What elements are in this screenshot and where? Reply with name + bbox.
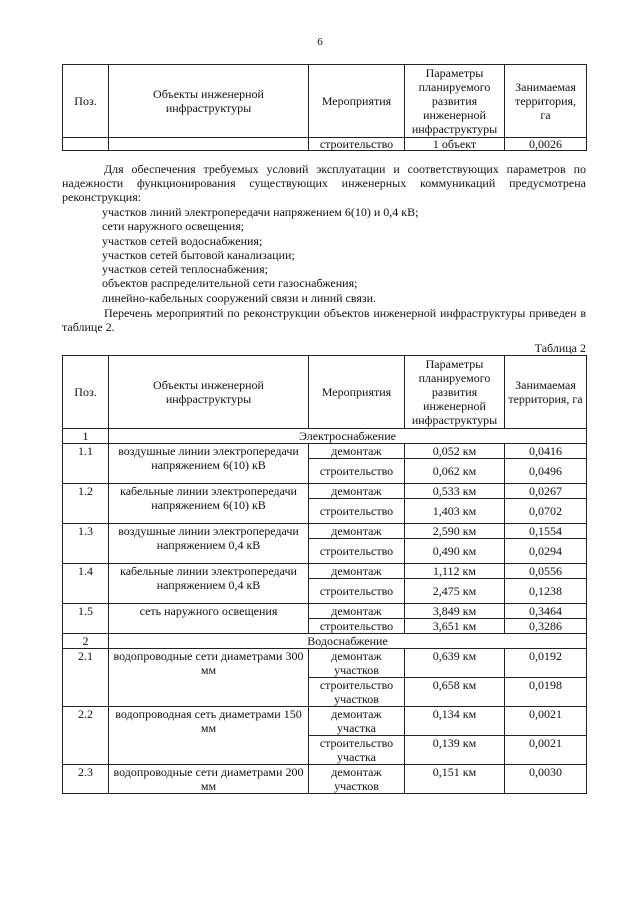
cell-object: сеть наружного освещения [109, 604, 309, 634]
cell-measure: строительство [309, 499, 405, 524]
cell-pos: 1.5 [63, 604, 109, 634]
table-2 [62, 355, 587, 794]
cell-area: 0,0198 [505, 678, 587, 707]
section-row-water-supply [63, 634, 587, 649]
section-title: Электроснабжение [109, 429, 587, 444]
table-row [63, 138, 587, 151]
cell-area: 0,3286 [505, 619, 587, 634]
cell-pos: 1.3 [63, 524, 109, 564]
header-pos: Поз. [63, 65, 109, 138]
cell-area: 0,0267 [505, 484, 587, 499]
header-object: Объекты инженерной инфраструктуры [109, 356, 309, 429]
cell-measure: строительство [309, 138, 405, 151]
table-header-row [63, 356, 587, 429]
cell-param: 0,052 км [405, 444, 505, 459]
header-object: Объекты инженерной инфраструктуры [109, 65, 309, 138]
header-parameters: Параметры планируемого развития инженерной инфраструктуры [405, 356, 505, 429]
cell-pos: 2.3 [63, 765, 109, 794]
cell-area: 0,1238 [505, 579, 587, 604]
page-number: 6 [317, 36, 323, 48]
cell-object: воздушные линии электропередачи напряжением 0,4 кВ [109, 524, 309, 564]
list-item: участков линий электропередачи напряжением 6(10) и 0,4 кВ; [102, 205, 419, 219]
cell-area: 0,0702 [505, 499, 587, 524]
cell-pos: 2.2 [63, 707, 109, 765]
header-measure: Мероприятия [309, 356, 405, 429]
cell-param: 1,403 км [405, 499, 505, 524]
cell-measure: строительство [309, 539, 405, 564]
cell-param: 0,134 км [405, 707, 505, 736]
header-measure: Мероприятия [309, 65, 405, 138]
cell-param: 3,651 км [405, 619, 505, 634]
cell-area: 0,0021 [505, 707, 587, 736]
table-row [63, 649, 587, 678]
cell-area: 0,0496 [505, 459, 587, 484]
cell-param: 0,490 км [405, 539, 505, 564]
paragraph-table-reference: Перечень мероприятий по реконструкции объектов инженерной инфраструктуры приведен в таблице 2. [62, 306, 586, 335]
cell-object: воздушные линии электропередачи напряжением 6(10) кВ [109, 444, 309, 484]
cell-pos: 2.1 [63, 649, 109, 707]
cell-area: 0,0026 [505, 138, 587, 151]
cell-param: 0,062 км [405, 459, 505, 484]
cell-area: 0,1554 [505, 524, 587, 539]
cell-area: 0,3464 [505, 604, 587, 619]
cell-measure: строительство [309, 459, 405, 484]
header-area: Занимаемая территория, га [505, 65, 587, 138]
list-item: объектов распределительной сети газоснабжения; [102, 276, 358, 291]
cell-param: 0,639 км [405, 649, 505, 678]
list-item: участков сетей бытовой канализации; [102, 247, 295, 262]
cell-measure: демонтаж [309, 484, 405, 499]
table-row [63, 524, 587, 539]
cell-area: 0,0030 [505, 765, 587, 794]
header-parameters: Параметры планируемого развития инженерной инфраструктуры [405, 65, 505, 138]
table-row [63, 564, 587, 579]
list-item: участков сетей водоснабжения; [102, 233, 263, 248]
cell-param: 0,139 км [405, 736, 505, 765]
cell-area: 0,0556 [505, 564, 587, 579]
cell-measure: демонтаж участков [309, 765, 405, 794]
cell-measure: строительство участка [309, 736, 405, 765]
cell-object: кабельные линии электропередачи напряжением 6(10) кВ [109, 484, 309, 524]
table-row [63, 444, 587, 459]
list-item: участков сетей теплоснабжения; [102, 262, 268, 277]
cell-param: 0,658 км [405, 678, 505, 707]
header-pos: Поз. [63, 356, 109, 429]
table-2-label: Таблица 2 [534, 341, 586, 355]
table-row [63, 484, 587, 499]
section-title: Водоснабжение [109, 634, 587, 649]
reconstruction-list [102, 205, 582, 305]
table-row [63, 765, 587, 794]
table-row [63, 707, 587, 736]
cell-param: 0,533 км [405, 484, 505, 499]
cell-pos [63, 138, 109, 151]
cell-pos: 1.1 [63, 444, 109, 484]
table-row [63, 604, 587, 619]
cell-measure: демонтаж участка [309, 707, 405, 736]
cell-area: 0,0021 [505, 736, 587, 765]
cell-param: 3,849 км [405, 604, 505, 619]
cell-object: водопроводные сети диаметрами 200 мм [109, 765, 309, 794]
paragraph-reconstruction: Для обеспечения требуемых условий эксплуатации и соответствующих параметров по надежности функционирования существующих инженерных коммуникаций предусмотрена реконструкция: [62, 162, 586, 205]
section-row-electricity [63, 429, 587, 444]
cell-object: водопроводные сети диаметрами 300 мм [109, 649, 309, 707]
cell-area: 0,0416 [505, 444, 587, 459]
section-pos: 2 [63, 634, 109, 649]
cell-object [109, 138, 309, 151]
cell-param: 2,475 км [405, 579, 505, 604]
cell-param: 0,151 км [405, 765, 505, 794]
table-1-continuation [62, 64, 587, 151]
cell-measure: демонтаж [309, 444, 405, 459]
cell-measure: демонтаж [309, 604, 405, 619]
list-item: сети наружного освещения; [102, 219, 245, 234]
cell-param: 2,590 км [405, 524, 505, 539]
cell-pos: 1.4 [63, 564, 109, 604]
cell-param: 1,112 км [405, 564, 505, 579]
table-header-row [63, 65, 587, 138]
cell-measure: демонтаж [309, 564, 405, 579]
cell-area: 0,0294 [505, 539, 587, 564]
cell-measure: строительство [309, 579, 405, 604]
cell-pos: 1.2 [63, 484, 109, 524]
cell-object: кабельные линии электропередачи напряжением 0,4 кВ [109, 564, 309, 604]
cell-param: 1 объект [405, 138, 505, 151]
cell-measure: демонтаж участков [309, 649, 405, 678]
cell-measure: строительство [309, 619, 405, 634]
cell-object: водопроводная сеть диаметрами 150 мм [109, 707, 309, 765]
cell-area: 0,0192 [505, 649, 587, 678]
header-area: Занимаемая территория, га [505, 356, 587, 429]
list-item: линейно-кабельных сооружений связи и линий связи. [102, 290, 377, 305]
cell-measure: демонтаж [309, 524, 405, 539]
cell-measure: строительство участков [309, 678, 405, 707]
section-pos: 1 [63, 429, 109, 444]
